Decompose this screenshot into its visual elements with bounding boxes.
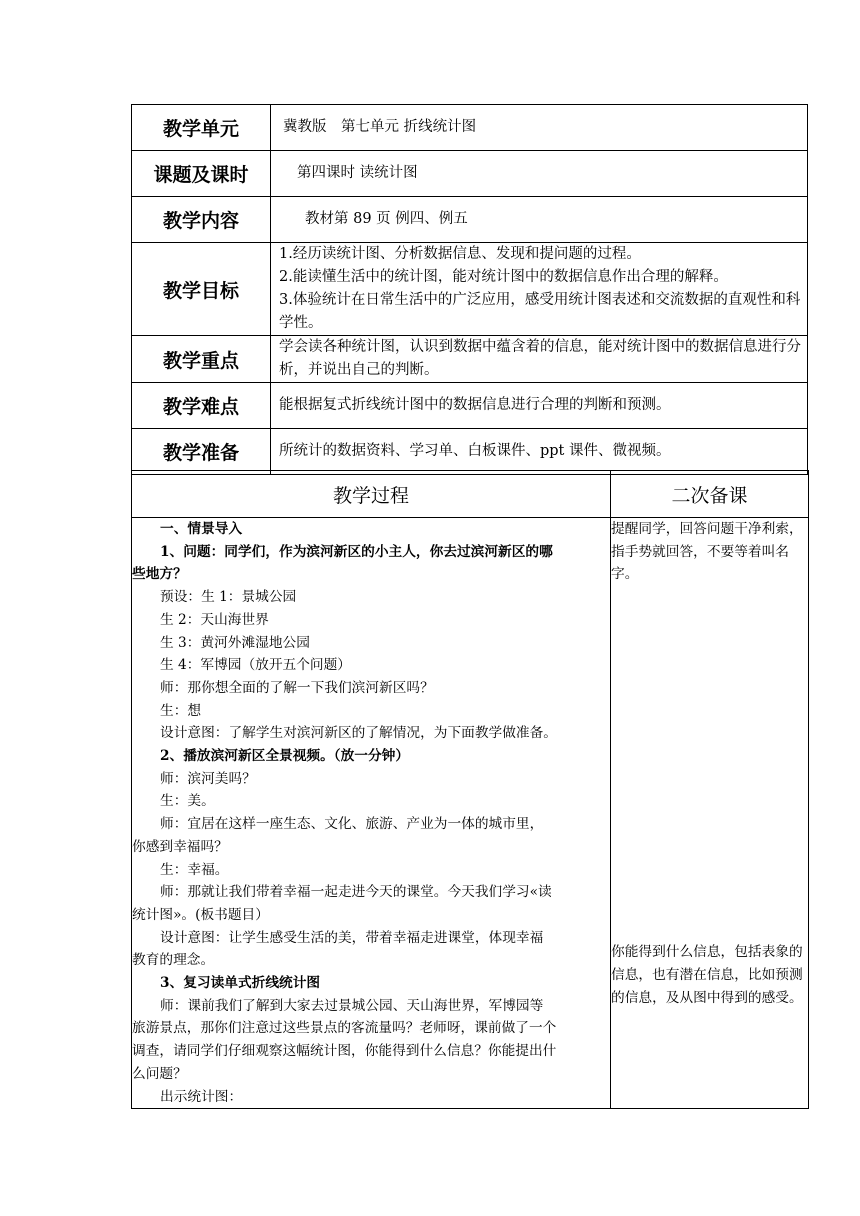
dialogue-line-cont: 么问题？ bbox=[132, 1065, 187, 1082]
dialogue-line: 生：幸福。 bbox=[160, 861, 229, 878]
difficulties-value: 能根据复式折线统计图中的数据信息进行合理的判断和预测。 bbox=[271, 383, 808, 429]
difficulties-label: 教学难点 bbox=[132, 383, 271, 429]
goals-label: 教学目标 bbox=[132, 243, 271, 336]
content-value: 教材第 89 页 例四、例五 bbox=[271, 197, 808, 243]
topic-label: 课题及课时 bbox=[132, 151, 271, 197]
section-heading: 3、复习读单式折线统计图 bbox=[160, 975, 321, 992]
lesson-info-table bbox=[131, 104, 808, 475]
process-body-row bbox=[132, 518, 809, 1109]
answer-line: 预设：生 1：景城公园 bbox=[160, 589, 297, 606]
info-row-content bbox=[132, 197, 808, 243]
answer-line: 生 2：天山海世界 bbox=[160, 611, 269, 628]
notes-spacer bbox=[611, 586, 808, 941]
dialogue-line: 师：那就让我们带着幸福一起走进今天的课堂。今天我们学习«读 bbox=[160, 884, 552, 901]
topic-value: 第四课时 读统计图 bbox=[271, 151, 808, 197]
goal-item-2: 2.能读懂生活中的统计图，能对统计图中的数据信息作出合理的解释。 bbox=[279, 269, 728, 285]
show-chart-line: 出示统计图： bbox=[160, 1088, 243, 1105]
dialogue-line: 师：滨河美吗？ bbox=[160, 770, 256, 787]
design-intent-line: 设计意图：让学生感受生活的美，带着幸福走进课堂，体现幸福 bbox=[160, 929, 544, 946]
info-row-unit bbox=[132, 105, 808, 151]
process-content bbox=[132, 518, 611, 1109]
question-line-cont: 些地方？ bbox=[132, 566, 187, 583]
dialogue-line: 师：那你想全面的了解一下我们滨河新区吗？ bbox=[160, 679, 434, 696]
info-row-preparation bbox=[132, 429, 808, 475]
teaching-process-table bbox=[131, 470, 809, 1109]
goals-value bbox=[271, 243, 808, 336]
dialogue-line: 生：想 bbox=[160, 702, 202, 719]
info-row-topic bbox=[132, 151, 808, 197]
info-row-key-points bbox=[132, 336, 808, 383]
dialogue-line: 师：宜居在这样一座生态、文化、旅游、产业为一体的城市里， bbox=[160, 816, 544, 833]
info-row-goals bbox=[132, 243, 808, 336]
goal-item-3: 3.体验统计在日常生活中的广泛应用，感受用统计图表述和交流数据的直观性和科学性。 bbox=[279, 292, 801, 331]
process-header-row bbox=[132, 471, 809, 518]
preparation-label: 教学准备 bbox=[132, 429, 271, 475]
note-paragraph-2: 你能得到什么信息，包括表象的信息，也有潜在信息，比如预测的信息，及从图中得到的感受。 bbox=[611, 944, 803, 1006]
info-row-difficulties bbox=[132, 383, 808, 429]
dialogue-line-cont: 统计图»。(板书题目） bbox=[132, 906, 269, 923]
answer-line: 生 4：军博园（放开五个问题） bbox=[160, 657, 351, 674]
process-header: 教学过程 bbox=[132, 471, 611, 518]
dialogue-line: 生：美。 bbox=[160, 793, 215, 810]
dialogue-line-cont: 旅游景点，那你们注意过这些景点的客流量吗？老师呀，课前做了一个 bbox=[132, 1020, 557, 1037]
dialogue-line-cont: 调查，请同学们仔细观察这幅统计图，你能得到什么信息？你能提出什 bbox=[132, 1043, 557, 1060]
dialogue-line-cont: 你感到幸福吗？ bbox=[132, 838, 228, 855]
note-paragraph-1: 提醒同学，回答问题干净利索，指手势就回答，不要等着叫名字。 bbox=[611, 521, 803, 583]
section-heading: 2、播放滨河新区全景视频。（放一分钟） bbox=[160, 748, 410, 765]
content-label: 教学内容 bbox=[132, 197, 271, 243]
key-points-value: 学会读各种统计图，认识到数据中蕴含着的信息，能对统计图中的数据信息进行分析，并说出自己的判断。 bbox=[271, 336, 808, 383]
key-points-label: 教学重点 bbox=[132, 336, 271, 383]
notes-content bbox=[611, 518, 809, 1109]
notes-header: 二次备课 bbox=[611, 471, 809, 518]
answer-line: 生 3：黄河外滩湿地公园 bbox=[160, 634, 310, 651]
goal-item-1: 1.经历读统计图、分析数据信息、发现和提问题的过程。 bbox=[279, 246, 641, 262]
dialogue-line: 师：课前我们了解到大家去过景城公园、天山海世界，军博园等 bbox=[160, 997, 544, 1014]
question-line: 1、问题：同学们，作为滨河新区的小主人，你去过滨河新区的哪 bbox=[160, 543, 553, 560]
unit-value: 冀教版 第七单元 折线统计图 bbox=[271, 105, 808, 151]
preparation-value: 所统计的数据资料、学习单、白板课件、ppt 课件、微视频。 bbox=[271, 429, 808, 475]
design-intent-line-cont: 教育的理念。 bbox=[132, 952, 215, 969]
unit-label: 教学单元 bbox=[132, 105, 271, 151]
design-intent-line: 设计意图：了解学生对滨河新区的了解情况，为下面教学做准备。 bbox=[160, 725, 557, 742]
section-heading: 一、情景导入 bbox=[160, 521, 243, 537]
